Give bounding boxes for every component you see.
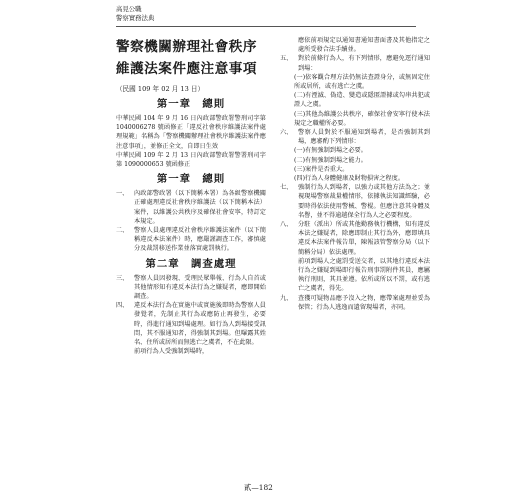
sub-item-text: (一)有無強制到場之必要。 [294,147,367,155]
article-number: 二、 [116,227,129,235]
sub-item [280,91,430,109]
article-text: 強制行為人到場者，以強力或其他方法為之；並視現場警察裁量權情形，依據執法知識經驗，必要時得依法使用警械、警棍。但應注意其身體及名譽，並不得逾越保全行為人之必要程度。 [298,184,430,219]
sub-item [280,165,430,174]
article-item [280,294,430,312]
article-item [116,301,266,347]
article-text: 警察人員因發現、受理民眾舉報、行為人自首或其他情形知有違反本法行為之嫌疑者，應即開始調查。 [134,274,266,301]
document-title: 警察機關辦理社會秩序維護法案件應注意事項 [116,39,257,77]
left-column [116,36,266,356]
sub-item-text: (二)有湮滅、偽造、變造或隱匿證據或勾串共犯或證人之虞。 [294,92,430,109]
continuation-text: 前項行為人受強制到場時， [134,348,209,356]
article-number: 五、 [280,55,293,63]
article-item [280,128,430,146]
continuation-text: 應依前項規定以通知書通知書面書及其他指定之處所受發合法手續並。 [298,37,430,54]
sub-item-text: (四)行為人身體健康及財物損害之程度。 [294,175,405,183]
article-item [280,220,430,257]
article-text: 警察人員對於不服通知到場者，是否強制其到場，應審酌下列情形： [298,129,430,146]
article-item [116,274,266,302]
article-number: 四、 [116,302,129,310]
sub-item-text: (三)案件是否重大。 [294,165,349,173]
sub-item-text: (三)其他為維護公共秩序，確保社會安寧行使本法規定之職權所必要。 [294,110,430,127]
article-item [280,54,430,72]
sub-item [280,146,430,155]
chapter-heading: 第一章 總則 [156,98,226,110]
sub-item [280,110,430,128]
article-text: 內政部警政署（以下簡稱本署）為各級警察機關正確處理違反社會秩序維護法（以下簡稱本法）案件，以維護公共秩序及確保社會安寧，特訂定本規定。 [134,190,266,225]
page-number: 貳—182 [244,483,273,492]
sub-item-text: (一)依客觀合理方法仍無法查證身分，或無固定住所或居所，或有逃亡之虞。 [294,73,430,91]
continuation-text: 前項到場人之處罰受送交者，以其地行違反本法行為之嫌疑到場即行報告刑事罰附件其員，應屬執行刑則，其具並遵。依所或所以不罰，或有逃亡之虞者，得先。 [298,257,430,293]
history-paragraph: 中華民國 109 年 2 月 13 日內政部警政署警署刑司字第 1090000653 號函修正 [116,151,266,169]
article-number: 七、 [280,184,293,192]
article-number: 六、 [280,129,293,137]
article-number: 九、 [280,294,293,302]
header-rule [116,26,416,27]
article-item [116,189,266,226]
article-number: 三、 [116,274,129,282]
sub-item [280,156,430,165]
right-column [280,36,430,312]
history-paragraph: 中華民國 104 年 9 月 16 日內政部警政署警刑司字第 1040006278 號函修正「違反社會秩序維護法案件處理規範」名稱為「警察機關辦理社會秩序維護法案件應注意事項」，並修正全文，自即日生效 [116,115,266,150]
running-header [116,5,154,23]
header-publisher: 高見公職 [116,5,142,13]
article-number: 八、 [280,221,293,229]
sub-item-text: (二)有無強制到場之能力。 [294,156,367,164]
sub-item [280,174,430,183]
article-text: 分駐（派出）所或其他勤務執行機構，知有違反本法之嫌疑者，除應即制止其行為外，應即填具違反本法案件報告單，陳報該管警察分局（以下簡稱分局）依法處理。 [298,221,430,256]
header-book-title: 警察實務法典 [116,14,155,22]
chapter-heading: 第二章 調查處理 [145,257,237,270]
sub-item [280,73,430,91]
article-text: 警察人員處理違反社會秩序維護法案件（以下簡稱違反本法案件）時，應嚴謹調查工作，審慎處分及裁罰移送作業並落實處罰執行。 [134,227,266,253]
article-number: 一、 [116,190,129,198]
document-date: （民國 109 年 02 月 13 日） [116,85,205,93]
article-text: 對於前條行為人，有下列情形，應避免逕行通知到場： [298,55,430,72]
article-item [280,183,430,220]
article-text: 查獲可疑物品應予沒入之物，應帶案處理並妥為保管；行為人逃逸而遺留現場者，亦同。 [298,294,430,311]
article-item [116,226,266,254]
article-text: 違反本法行為在實施中或實施後即時為警察人員發覺者，先制止其行為或應防止再發生，必要時，得進行通知到場處理。如行為人到場接受訊問，其不服通知者，得強制其到場。但曝露其姓名、住所或居所而無逃亡之虞者，不在此限。 [134,302,266,347]
chapter-heading: 第一章 總則 [156,173,226,186]
